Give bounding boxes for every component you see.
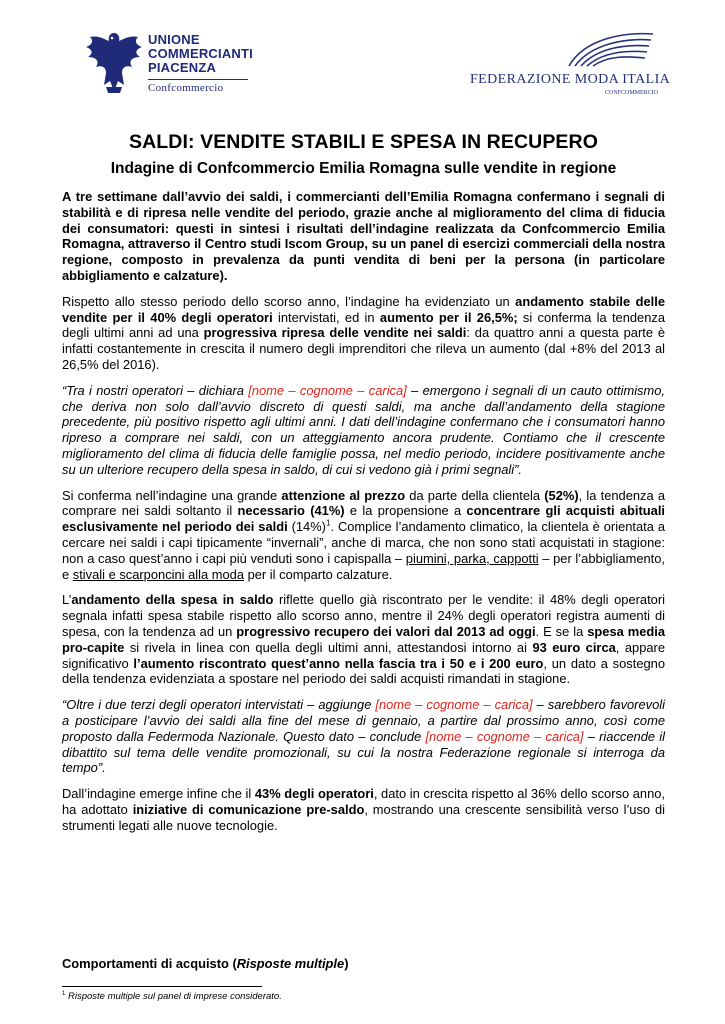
eagle-emblem-icon: [82, 27, 146, 97]
paragraph-spending: L’andamento della spesa in saldo riflette quello già riscontrato per le vendite: il 48% degli operatori segnala infatti spesa stabile rispetto allo scorso anno, mentre il 24% degli operatori registra aumenti di spesa, con la tendenza ad un progressivo recupero dei valori dal 2013 ad oggi. E se la spesa media pro-capite si rivela in linea con quella degli ultimi anni, attestandosi intorno ai 93 euro circa, appare significativo l’aumento riscontrato quest’anno nella fascia tra i 50 e i 200 euro, un dato a sostegno della tendenza evidenziata a spostare nel periodo dei saldi acquisti rimandati in stagione.: [62, 592, 666, 687]
name-placeholder: [nome – cognome – carica]: [425, 728, 584, 744]
document-subtitle: Indagine di Confcommercio Emilia Romagna sulle vendite in regione: [110, 160, 617, 177]
footnote: $^1$ Risposte multiple sul panel di imprese considerato.: [62, 990, 282, 1002]
swirl-arcs-icon: [565, 28, 655, 68]
page-header: [0, 0, 725, 115]
quote-paragraph-1: “Tra i nostri operatori – dichiara [nome – cognome – carica] – emergono i segnali di un cauto ottimismo, che deriva non solo dall’avvio discreto di questi saldi, ma anche dall’andamento della stagione precedente, più positivo rispetto agli ultimi anni. I dati dell’indagine confermano che i consumatori hanno ripreso a comprare nei saldi, con un atteggiamento ancora prudente. Contiamo che il crescente miglioramento del clima di fiducia delle famiglie possa, nel medio periodo, incidere positivamente anche su un ulteriore recupero della spesa in saldo, di cui si vedono già i primi segnali”.: [62, 382, 665, 477]
quote-paragraph-2: “Oltre i due terzi degli operatori intervistati – aggiunge [nome – cognome – carica] – sarebbero favorevoli a posticipare l’avvio dei saldi alla fine del mese di gennaio, a partire dal prossimo anno, così come proposto dalla Federmoda Nazionale. Questo dato – conclude [nome – cognome – carica] – riaccende il dibattito sul tema delle vendite promozionali, su cui la nostra Federazione regionale si interroga da tempo”.: [62, 697, 665, 776]
document-body: [62, 130, 665, 833]
document-title: SALDI: VENDITE STABILI E SPESA IN RECUPERO: [128, 131, 598, 153]
federazione-name: FEDERAZIONE MODA ITALIA: [470, 72, 671, 87]
confcommercio-sub: CONFCOMMERCIO: [605, 90, 659, 96]
paragraph-communication: Dall’indagine emerge infine che il 43% degli operatori, dato in crescita rispetto al 36% dello scorso anno, ha adottato iniziative di comunicazione pre-saldo, mostrando una crescente sensibilità verso l’uso di strumenti legati alle nuove tecnologie.: [62, 786, 665, 833]
footnote-divider: [62, 986, 262, 987]
footnote-ref: 1: [325, 518, 331, 528]
paragraph-price-attention: Si conferma nell’indagine una grande attenzione al prezzo da parte della clientela (52%), la tendenza a comprare nei saldi soltanto il necessario (41%) e la propensione a concentrare gli acquisti abituali esclusivamente nel periodo dei saldi $(14\%)^1$. Complice l’andamento climatico, la clientela è orientata a cercare nei saldi i capi tipicamente “invernali”, anche di marca, che non sono stati acquistati in stagione: non a caso quest’anno i capi più venduti sono i capispalla – piumini, parka, cappotti – per l’abbigliamento, e stivali e scarponcini alla moda per il comparto calzature.: [62, 487, 666, 582]
paragraph-sales-trend: Rispetto allo stesso periodo dello scorso anno, l’indagine ha evidenziato un andamento stabile delle vendite per il 40% degli operatori intervistati, ed in aumento per il 26,5%; si conferma la tendenza degli ultimi anni ad una progressiva ripresa delle vendite nei saldi: da quattro anni a questa parte è infatti costantemente in crescita il numero degli imprenditori che rileva un aumento (dal +8% del 2013 al 26,5% del 2016).: [62, 293, 665, 372]
name-placeholder: [nome – cognome – carica]: [248, 382, 407, 398]
unione-commercianti-logo: [82, 27, 362, 102]
association-name: [148, 33, 253, 75]
lead-paragraph: A tre settimane dall’avvio dei saldi, i commercianti dell’Emilia Romagna confermano i segnali di stabilità e di ripresa nelle vendite del periodo, grazie anche al miglioramento del clima di fiducia dei consumatori: questi in sintesi i risultati dell’indagine realizzata da Confcommercio Emilia Romagna, attraverso il Centro studi Iscom Group, su un panel di esercizi commerciali della nostra regione, composto in prevalenza da punti vendita di beni per la persona (in particolare abbigliamento e calzature).: [62, 189, 665, 283]
logo-line-3: PIACENZA: [148, 60, 217, 75]
name-placeholder: [nome – cognome – carica]: [375, 697, 533, 713]
section-heading: Comportamenti di acquisto (Risposte multiple): [62, 956, 349, 971]
logo-line-2: COMMERCIANTI: [148, 46, 253, 61]
confcommercio-label: Confcommercio: [148, 79, 248, 94]
federazione-moda-italia-logo: [470, 28, 680, 103]
logo-line-1: UNIONE: [148, 32, 200, 47]
